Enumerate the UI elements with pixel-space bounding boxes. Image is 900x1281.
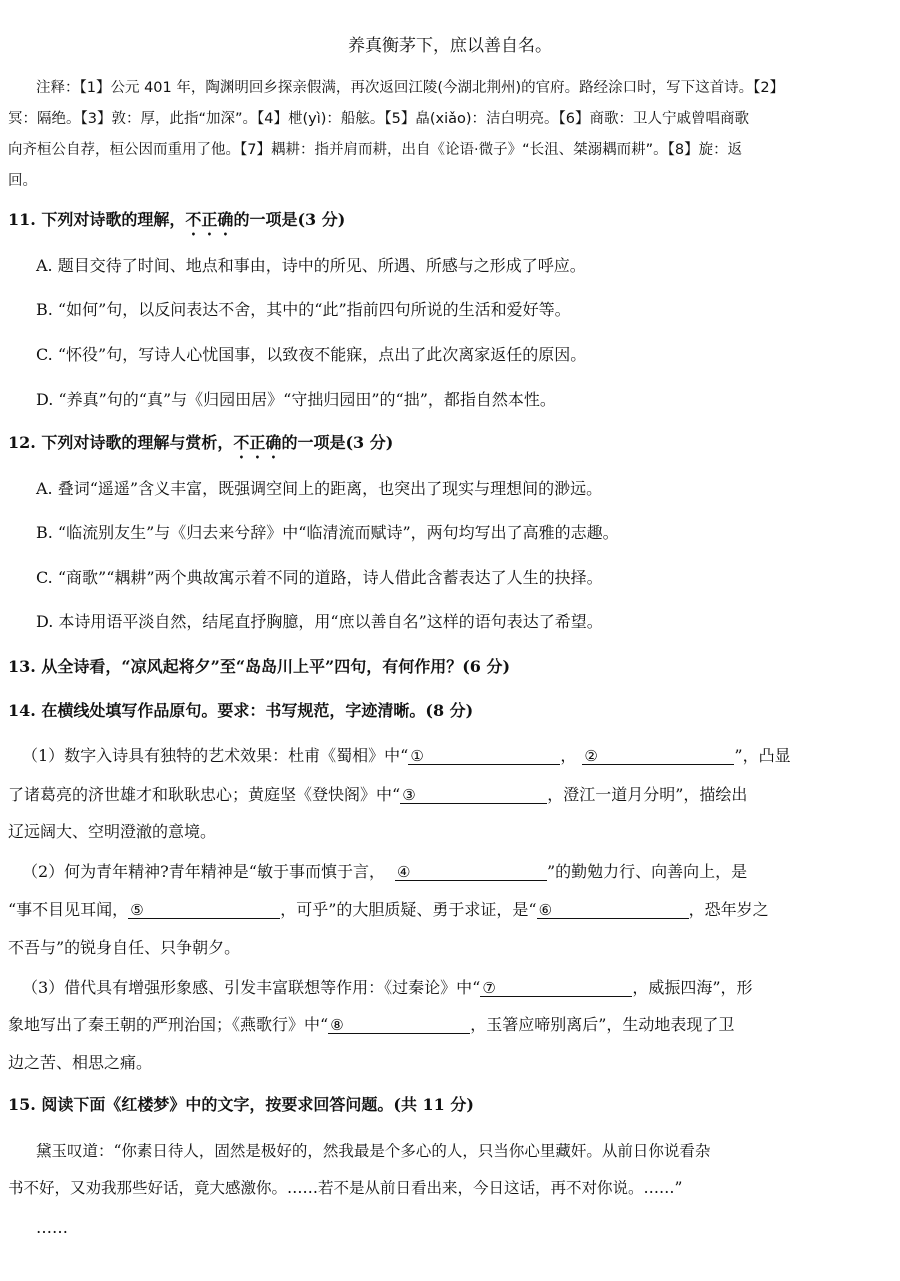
question-11-option-a: A. 题目交待了时间、地点和事由，诗中的所见、所遇、所感与之形成了呼应。	[36, 256, 586, 275]
question-14-title: 14. 在横线处填写作品原句。要求：书写规范，字迹清晰。(8 分)	[8, 701, 474, 720]
q14-p1-text-e: 了诸葛亮的济世雄才和耿耿忠心；黄庭坚《登快阁》中“	[8, 785, 401, 804]
q14-p3-line3: 边之苦、相思之痛。	[8, 1053, 153, 1072]
q14-p1-line1	[22, 746, 791, 766]
question-11-option-c: C. “怀役”句，写诗人心忧国事，以致夜不能寐，点出了此次离家返任的原因。	[36, 345, 587, 364]
question-12-option-c: C. “商歌”“耦耕”两个典故寓示着不同的道路，诗人借此含蓄表达了人生的抉择。	[36, 568, 603, 587]
q14-p2-line3: 不吾与”的锐身自任、只争朝夕。	[8, 938, 241, 957]
answer-blank-3[interactable]	[400, 785, 547, 804]
q15-passage-line-3: ……	[36, 1218, 68, 1237]
question-13: 13. 从全诗看，“凉风起将夕”至“岛岛川上平”四句，有何作用？(6 分)	[8, 657, 511, 676]
blank-8-number: ⑧	[330, 1016, 344, 1034]
blank-1-number: ①	[410, 747, 424, 765]
blank-7-number: ⑦	[482, 979, 496, 997]
q14-p1-text-d: ”，凸显	[734, 746, 791, 765]
question-12-title	[8, 433, 393, 462]
q14-p1-line3: 辽远阔大、空明澄澈的意境。	[8, 822, 217, 841]
q14-p2-text-b: ”的勤勉力行、向善向上，是	[546, 862, 748, 881]
question-15-title: 15. 阅读下面《红楼梦》中的文字，按要求回答问题。(共 11 分)	[8, 1095, 474, 1114]
question-11-title	[8, 210, 345, 239]
blank-2-number: ②	[584, 747, 598, 765]
q14-p3-line1	[22, 978, 753, 998]
q14-p3-text-a: （3）借代具有增强形象感、引发丰富联想等作用：《过秦论》中“	[22, 978, 481, 997]
blank-5-number: ⑤	[130, 901, 144, 919]
q14-p3-text-b: ，威振四海”，形	[632, 978, 753, 997]
q14-p2-text-a: （2）何为青年精神?青年精神是“敏于事而慎于言，	[22, 862, 385, 881]
answer-blank-2[interactable]	[582, 746, 734, 765]
question-12-emphasis: 不正确	[233, 433, 282, 452]
q14-p2-line2	[8, 900, 769, 920]
blank-3-number: ③	[402, 786, 416, 804]
poem-last-line: 养真衡茅下，庶以善自名。	[348, 36, 552, 56]
question-11-option-d: D. “养真”句的“真”与《归园田居》“守拙归园田”的“拙”，都指自然本性。	[36, 390, 556, 409]
q15-passage-line-2: 书不好，又劝我那些好话，竟大感激你。……若不是从前日看出来，今日这话，再不对你说。……”	[8, 1179, 683, 1197]
notes-line-1: 注释：【1】公元 401 年，陶渊明回乡探亲假满，再次返回江陵(今湖北荆州)的官府。路经涂口时，写下这首诗。【2】	[36, 80, 785, 96]
question-12-pre: 12. 下列对诗歌的理解与赏析，	[8, 433, 234, 452]
q14-p2-line1	[22, 862, 747, 882]
q14-p3-text-c: 象地写出了秦王朝的严刑治国；《燕歌行》中“	[8, 1015, 329, 1034]
blank-4-number: ④	[396, 863, 411, 881]
question-11-option-b: B. “如何”句，以反问表达不舍，其中的“此”指前四句所说的生活和爱好等。	[36, 300, 571, 319]
answer-blank-1[interactable]	[408, 746, 560, 765]
question-12-option-d: D. 本诗用语平淡自然，结尾直抒胸臆，用“庶以善自名”这样的语句表达了希望。	[36, 612, 603, 631]
q15-passage-line-1: 黛玉叹道：“你素日待人，固然是极好的，然我最是个多心的人，只当你心里藏奸。从前日你说看杂	[36, 1142, 711, 1160]
q14-p2-text-e: ，恐年岁之	[688, 900, 769, 919]
answer-blank-5[interactable]	[128, 900, 280, 919]
q14-p3-text-d: ，玉箸应啼别离后”，生动地表现了卫	[470, 1015, 735, 1034]
answer-blank-6[interactable]	[537, 900, 689, 919]
q14-p1-text-a: （1）数字入诗具有独特的艺术效果：杜甫《蜀相》中“	[22, 746, 409, 765]
question-12-option-b: B. “临流别友生”与《归去来兮辞》中“临清流而赋诗”，两句均写出了高雅的志趣。	[36, 523, 619, 542]
question-12-option-a: A. 叠词“遥遥”含义丰富，既强调空间上的距离，也突出了现实与理想间的渺远。	[36, 479, 603, 498]
notes-line-2: 冥：隔绝。【3】敦：厚，此指“加深”。【4】枻(yì)：船舷。【5】皛(xiǎo)：洁白明亮。【6】商歌：卫人宁戚曾唱商歌	[8, 111, 750, 127]
blank-6-number: ⑥	[538, 901, 553, 919]
question-11-pre: 11. 下列对诗歌的理解，	[8, 210, 186, 229]
question-12-post: 的一项是(3 分)	[281, 433, 394, 452]
q14-p1-line2	[8, 785, 747, 805]
notes-line-4: 回。	[8, 173, 37, 189]
notes-line-3: 向齐桓公自荐，桓公因而重用了他。【7】耦耕：指并肩而耕，出自《论语·微子》“长沮、桀溺耦而耕”。【8】旋：返	[8, 142, 743, 158]
q14-p1-text-c: ，	[560, 746, 577, 765]
question-11-emphasis: 不正确	[185, 210, 234, 229]
q14-p2-text-d: ，可乎”的大胆质疑、勇于求证，是“	[280, 900, 537, 919]
answer-blank-4[interactable]	[395, 862, 547, 881]
q14-p3-line2	[8, 1015, 734, 1035]
question-11-post: 的一项是(3 分)	[233, 210, 346, 229]
q14-p2-text-c: “事不目见耳闻，	[8, 900, 129, 919]
q14-p1-text-f: ，澄江一道月分明”，描绘出	[547, 785, 748, 804]
answer-blank-7[interactable]	[480, 978, 632, 997]
answer-blank-8[interactable]	[328, 1015, 470, 1034]
